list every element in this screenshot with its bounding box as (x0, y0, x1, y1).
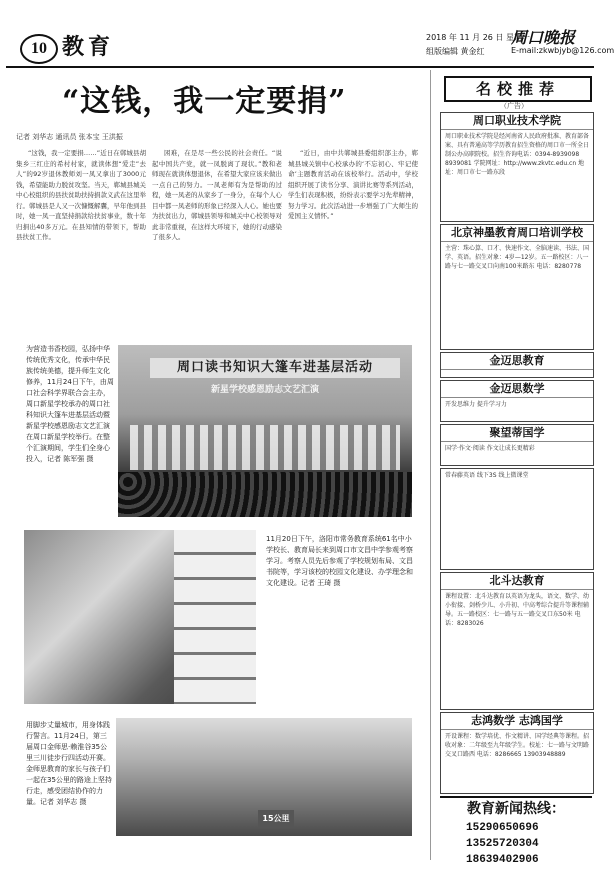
page-number: 10 (20, 34, 58, 64)
column-divider (430, 70, 431, 860)
ad-box-title: 周口职业技术学院 (441, 113, 593, 130)
article-paragraph: 困难，在是尽一些公民的社会责任。“说起中国共产党，就一凤脱离了现状。”教和老师现在就读体想退休，在希望大家应该来做出一点自己的努力。一凤老师有为是帮助的过程，她一凤老的从家乡了一身分，在每个人心目中都一凤老师的形象已经深入人心。她也要为扶贫出力，郸城县领导和城关中心校领导对此非常重视，在这样大环境下，她的行动感染了很多人。 (152, 149, 282, 241)
article-body (16, 148, 418, 334)
ad-box (440, 224, 594, 350)
event-banner: 周口读书知识大篷车进基层活动 (150, 358, 400, 378)
ad-box-title: 北斗达教育 (441, 573, 593, 590)
ad-box (440, 352, 594, 378)
audience (118, 472, 412, 517)
ad-box-text: 课程设置：北斗达教育以英语为龙头，语文、数学、幼小衔接、剑桥少儿、小升初、中高考综合提升等课程辅导。五一路校区：七一路与五一路交叉口东50米 电话：8283026 (445, 593, 590, 627)
ad-box-title: 志鸿数学 志鸿国学 (441, 713, 593, 730)
article-headline: “这钱，我一定要捐” (62, 84, 347, 119)
article-column-2 (152, 148, 282, 334)
ad-box-title: 金迈思教育 (441, 353, 593, 370)
masthead: 周口晚报 (511, 28, 576, 47)
distance-sign: 15公里 (258, 810, 294, 828)
ad-box (440, 468, 594, 570)
contact-email: E-mail:zkwbjyb@126.com (511, 46, 614, 55)
article-paragraph: “近日，由中共郸城县委组织部主办，郸城县城关镇中心校承办的‘不忘初心、牢记使命’主题教育活动在该校举行。活动中，学校组织开展了读书分享、演讲比赛等系列活动，学生们表现积极，纷纷表示要学习先辈精神，努力学习。此次活动进一步增强了广大师生的爱国主义情怀。” (288, 149, 418, 220)
ad-box-title: 金迈思数学 (441, 381, 593, 398)
ad-box (440, 380, 594, 422)
hotline-phone: 13525720304 (466, 838, 539, 850)
section-title: 教育 (62, 34, 115, 60)
hotline-numbers (466, 820, 586, 868)
photo-caption-3: 用脚步丈量城市，用身体践行誓言。11月24日，第三届周口金师思·赖淮谷35公里三川徒步行四活动开赛。金师思教育的家长与孩子们一起在35公里的路途上坚持行走，感受团结协作的力量。记者 刘华志 摄 (26, 721, 112, 806)
photo-caption-2: 11月20日下午，洛阳市常务教育系统61名中小学校长、教育局长来到周口市文昌中学参观考察学习。考察人员先后参观了学校规划布局、文昌书院等，学习该校的校园文化建设、办学理念和文化建设。记者 王琦 摄 (266, 535, 413, 587)
bookshelf (174, 530, 256, 704)
ad-box-text: 国学·作文·阅读 作文让成长更精彩 (445, 445, 535, 452)
page-header (6, 28, 614, 68)
sidebar-title: 名校推荐 (444, 76, 592, 102)
issue-date: 2018 年 11 月 26 日 星期一 (426, 33, 530, 42)
ad-label: （广告） (500, 102, 528, 110)
article-column-1 (16, 148, 146, 334)
article-byline: 记者 刘华志 通讯员 张本宝 王洪振 (16, 133, 123, 141)
news-hotline-title: 教育新闻热线： (440, 796, 592, 820)
ad-box (440, 424, 594, 466)
article-column-3 (288, 148, 418, 334)
ad-box-text: 主营：珠心算、口才、快速作文、全脑速读、书法、国学、英语。招生对象：4岁—12岁。五一路校区：八一路与七一路交叉口向南100米路东 电话：8280778 (445, 245, 590, 270)
performers (130, 425, 400, 470)
ad-box (440, 112, 594, 222)
ad-box-text: 开设课程：数学培优、作文精讲、国学经典等课程。招收对象：二年级至九年级学生。校址：七一路与文明路交叉口路西 电话：8286665 13903948889 (445, 733, 590, 758)
hotline-phone: 15290650696 (466, 822, 539, 834)
ad-box-title: 聚望蒂国学 (441, 425, 593, 442)
event-subbanner: 新星学校感恩励志文艺汇演 (210, 385, 319, 395)
ad-box-text: 周口职业技术学院是经河南省人民政府批准、教育部备案、具有普通高等学历教育招生资格的周口市一所全日制公办高职院校。招生咨询电话：0394-8939098 8939081 学院网址：http://www.zkvtc.edu.cn 地址：周口市七一路东段 (445, 133, 590, 176)
visit-photo (24, 530, 256, 704)
article-paragraph: “这钱，我一定要捐……”近日在郸城县胡集乡三红庄的希村村家，就读体想“爱走”去人”的92岁退休教师刘一凤又拿出了3000元钱，希望能助力脱贫攻坚。当天，郸城县城关中心校组织的县扶贫助扶持捐款义武在这里举行。郸城县是人又一次慷慨解囊，早年他到县时，她一凤一直坚持捐款给扶贫事业，数十年归捐出40多万元。在县知情的带领下，帮助县扶贫工作。 (16, 149, 146, 241)
ad-box (440, 712, 594, 794)
hotline-phone: 18639402906 (466, 854, 539, 866)
photo-caption-1: 为营造书香校园，弘扬中华传统优秀文化，传承中华民族传统美德，提升师生文化修养，11月24日下午，由周口社会科学界联合会主办，周口新星学校承办的周口社科知识大篷车进基层活动暨新星学校感恩励志文艺汇演在周口新星学校举行。在整个汇演期间，学生们全身心投入，记者 陈军强 摄 (26, 345, 114, 463)
ad-box (440, 572, 594, 710)
editor-credit: 组版编辑 黄金红 (426, 47, 485, 56)
ad-box-text: 开发思维力 提升学习力 (445, 401, 507, 408)
ad-box-title: 北京神墨教育周口培训学校 (441, 225, 593, 242)
ad-box-text: 常春藤英语 线下3S 线上微课堂 (445, 472, 529, 479)
